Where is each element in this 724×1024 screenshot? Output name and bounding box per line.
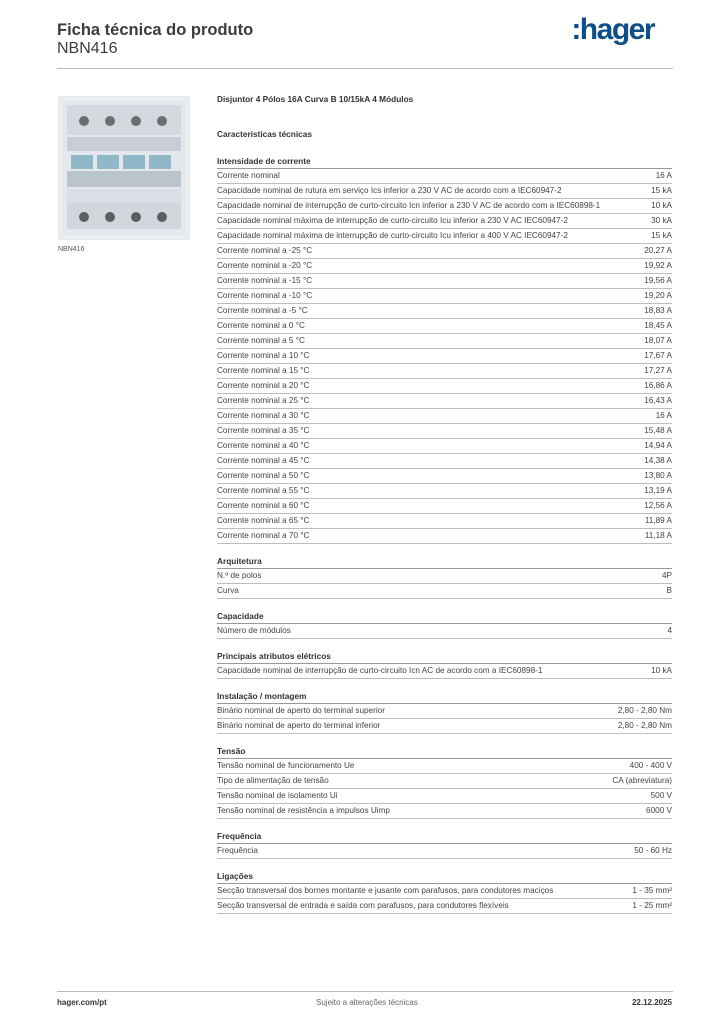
spec-value: 19,20 A: [644, 291, 672, 300]
spec-label: Corrente nominal a 20 °C: [217, 381, 310, 390]
spec-row: [217, 349, 672, 364]
spec-row: [217, 719, 672, 734]
spec-value: 15,48 A: [644, 426, 672, 435]
spec-value: B: [666, 586, 672, 595]
spec-label: Corrente nominal a 0 °C: [217, 321, 305, 330]
spec-label: Corrente nominal a -20 °C: [217, 261, 313, 270]
spec-value: 1 - 35 mm²: [632, 886, 672, 895]
spec-row: [217, 804, 672, 819]
spec-row: [217, 664, 672, 679]
spec-value: 18,83 A: [644, 306, 672, 315]
spec-label: Frequência: [217, 846, 258, 855]
image-caption: NBN416: [58, 246, 85, 253]
spec-label: Corrente nominal a 5 °C: [217, 336, 305, 345]
spec-row: [217, 424, 672, 439]
spec-row: [217, 304, 672, 319]
spec-row: [217, 844, 672, 859]
spec-row: [217, 334, 672, 349]
spec-section: [217, 690, 672, 734]
spec-row: [217, 409, 672, 424]
footer-website[interactable]: hager.com/pt: [57, 998, 107, 1007]
spec-value: 1 - 25 mm²: [632, 901, 672, 910]
spec-value: 13,80 A: [644, 471, 672, 480]
product-name: Disjuntor 4 Pólos 16A Curva B 10/15kA 4 Módulos: [217, 94, 414, 104]
spec-value: 500 V: [650, 791, 672, 800]
spec-row: [217, 214, 672, 229]
spec-value: 50 - 60 Hz: [634, 846, 672, 855]
spec-value: 17,27 A: [644, 366, 672, 375]
spec-row: [217, 259, 672, 274]
page-title: Ficha técnica do produto: [57, 21, 254, 39]
spec-section: [217, 555, 672, 599]
spec-label: Corrente nominal a 15 °C: [217, 366, 310, 375]
spec-value: 14,94 A: [644, 441, 672, 450]
spec-label: Corrente nominal a 25 °C: [217, 396, 310, 405]
spec-label: Capacidade nominal de interrupção de curto-circuito Icn AC de acordo com a IEC60898-1: [217, 666, 543, 675]
spec-label: Capacidade nominal de interrupção de curto-circuito Icn inferior a 230 V AC de acordo com a IEC60898-1: [217, 201, 601, 210]
spec-value: 16,86 A: [644, 381, 672, 390]
spec-value: 20,27 A: [644, 246, 672, 255]
footer-disclaimer: Sujeito a alterações técnicas: [316, 998, 418, 1007]
spec-row: [217, 484, 672, 499]
spec-label: Corrente nominal a 40 °C: [217, 441, 310, 450]
spec-sections: [217, 155, 672, 914]
spec-value: 18,07 A: [644, 336, 672, 345]
footer-divider: [57, 991, 673, 992]
spec-section: [217, 650, 672, 679]
spec-row: [217, 759, 672, 774]
spec-value: 19,56 A: [644, 276, 672, 285]
spec-value: 16 A: [655, 171, 672, 180]
spec-label: Capacidade nominal máxima de interrupção de curto-circuito Icu inferior a 230 V AC IEC60947-2: [217, 216, 568, 225]
spec-value: 11,89 A: [644, 516, 672, 525]
spec-row: [217, 514, 672, 529]
spec-row: [217, 774, 672, 789]
spec-label: Corrente nominal a 60 °C: [217, 501, 310, 510]
spec-label: Corrente nominal a 30 °C: [217, 411, 310, 420]
spec-section: [217, 745, 672, 819]
hager-logo[interactable]: :hager: [571, 13, 654, 46]
spec-value: 16,43 A: [644, 396, 672, 405]
spec-row: [217, 229, 672, 244]
spec-row: [217, 884, 672, 899]
product-code: NBN416: [57, 40, 118, 57]
spec-row: [217, 274, 672, 289]
spec-label: Secção transversal dos bornes montante e jusante com parafusos, para condutores maciços: [217, 886, 554, 895]
spec-row: [217, 704, 672, 719]
spec-value: 18,45 A: [644, 321, 672, 330]
spec-value: 2,80 - 2,80 Nm: [617, 706, 672, 715]
spec-label: Binário nominal de aperto do terminal inferior: [217, 721, 381, 730]
spec-section: [217, 610, 672, 639]
spec-label: Número de módulos: [217, 626, 291, 635]
spec-row: [217, 454, 672, 469]
spec-label: Tipo de alimentação de tensão: [217, 776, 329, 785]
section-heading: Capacidade: [217, 610, 672, 624]
section-heading: Instalação / montagem: [217, 690, 672, 704]
spec-label: Tensão nominal de isolamento Ui: [217, 791, 338, 800]
spec-row: [217, 499, 672, 514]
spec-row: [217, 469, 672, 484]
spec-row: [217, 439, 672, 454]
spec-label: Corrente nominal a 35 °C: [217, 426, 310, 435]
spec-label: Corrente nominal a 55 °C: [217, 486, 310, 495]
spec-label: Curva: [217, 586, 239, 595]
spec-row: [217, 289, 672, 304]
spec-value: 10 kA: [651, 201, 672, 210]
spec-row: [217, 184, 672, 199]
spec-label: Tensão nominal de funcionamento Ue: [217, 761, 355, 770]
spec-row: [217, 169, 672, 184]
spec-value: 12,56 A: [644, 501, 672, 510]
spec-value: 19,92 A: [644, 261, 672, 270]
spec-label: Corrente nominal a -15 °C: [217, 276, 313, 285]
spec-label: Corrente nominal a 70 °C: [217, 531, 310, 540]
spec-row: [217, 199, 672, 214]
spec-row: [217, 899, 672, 914]
spec-value: 4: [667, 626, 672, 635]
spec-label: Tensão nominal de resistência a impulsos Uimp: [217, 806, 390, 815]
spec-row: [217, 529, 672, 544]
spec-label: Corrente nominal a 45 °C: [217, 456, 310, 465]
spec-row: [217, 364, 672, 379]
spec-value: 10 kA: [651, 666, 672, 675]
spec-row: [217, 789, 672, 804]
section-heading: Arquitetura: [217, 555, 672, 569]
spec-row: [217, 624, 672, 639]
spec-label: Capacidade nominal de rutura em serviço Ics inferior a 230 V AC de acordo com a IEC60947-2: [217, 186, 562, 195]
spec-label: Corrente nominal: [217, 171, 280, 180]
spec-value: 11,18 A: [644, 531, 672, 540]
spec-value: 15 kA: [651, 231, 672, 240]
section-heading: Tensão: [217, 745, 672, 759]
spec-value: 6000 V: [646, 806, 672, 815]
spec-value: 16 A: [655, 411, 672, 420]
spec-row: [217, 319, 672, 334]
spec-row: [217, 394, 672, 409]
spec-label: N.º de polos: [217, 571, 262, 580]
spec-section: [217, 870, 672, 914]
specs-title: Características técnicas: [217, 129, 313, 139]
spec-value: 14,38 A: [644, 456, 672, 465]
spec-section: [217, 830, 672, 859]
spec-label: Capacidade nominal máxima de interrupção de curto-circuito Icu inferior a 400 V AC IEC60947-2: [217, 231, 568, 240]
spec-label: Corrente nominal a 10 °C: [217, 351, 310, 360]
header-divider: [57, 68, 673, 69]
spec-value: CA (abreviatura): [612, 776, 672, 785]
spec-value: 13,19 A: [644, 486, 672, 495]
spec-section: [217, 155, 672, 544]
section-heading: Frequência: [217, 830, 672, 844]
specs-panel: [217, 94, 672, 914]
product-image: [58, 96, 190, 240]
section-heading: Principais atributos elétricos: [217, 650, 672, 664]
spec-value: 30 kA: [651, 216, 672, 225]
spec-row: [217, 244, 672, 259]
spec-label: Secção transversal de entrada e saída com parafusos, para condutores flexíveis: [217, 901, 509, 910]
section-heading: Intensidade de corrente: [217, 155, 672, 169]
spec-label: Corrente nominal a -25 °C: [217, 246, 313, 255]
footer-date: 22.12.2025: [631, 998, 672, 1007]
spec-value: 4P: [661, 571, 672, 580]
spec-row: [217, 569, 672, 584]
spec-value: 17,67 A: [644, 351, 672, 360]
spec-value: 2,80 - 2,80 Nm: [617, 721, 672, 730]
spec-label: Binário nominal de aperto do terminal superior: [217, 706, 385, 715]
spec-label: Corrente nominal a 50 °C: [217, 471, 310, 480]
spec-label: Corrente nominal a 65 °C: [217, 516, 310, 525]
spec-row: [217, 379, 672, 394]
spec-label: Corrente nominal a -5 °C: [217, 306, 308, 315]
section-heading: Ligações: [217, 870, 672, 884]
spec-value: 15 kA: [651, 186, 672, 195]
spec-label: Corrente nominal a -10 °C: [217, 291, 313, 300]
spec-row: [217, 584, 672, 599]
circuit-breaker-illustration: [59, 97, 189, 239]
spec-value: 400 - 400 V: [629, 761, 672, 770]
